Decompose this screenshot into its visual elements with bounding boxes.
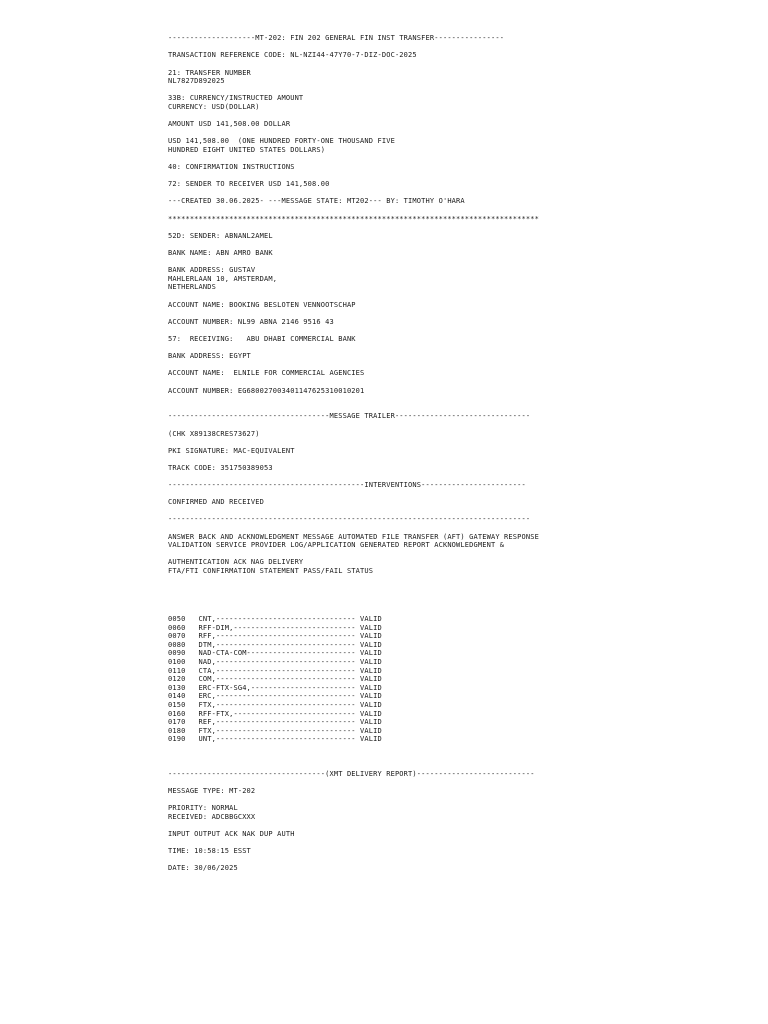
validation-row: 0100 NAD,-------------------------------- VALID	[168, 657, 382, 666]
blank-line	[168, 761, 748, 770]
blank-line	[168, 309, 748, 318]
report-line: MESSAGE TYPE: MT-202	[168, 786, 256, 795]
blank-line	[168, 326, 748, 335]
validation-row: 0070 RFF,-------------------------------- VALID	[168, 632, 382, 641]
message-body	[168, 34, 748, 575]
report-line: INPUT OUTPUT ACK NAK DUP AUTH	[168, 829, 295, 838]
message-line: 21: TRANSFER NUMBER	[168, 68, 251, 77]
validation-row: 0150 FTX,-------------------------------- VALID	[168, 700, 382, 709]
blank-line	[168, 223, 748, 232]
validation-row: 0090 NAD-CTA-COM------------------------- VALID	[168, 649, 382, 658]
blank-line	[168, 821, 748, 830]
message-line: ACCOUNT NUMBER: NL99 ABNA 2146 9516 43	[168, 317, 334, 326]
blank-line	[168, 155, 748, 164]
message-line: CURRENCY: USD(DOLLAR)	[168, 102, 260, 111]
message-line: 52D: SENDER: ABNANL2AMEL	[168, 231, 273, 240]
message-line: PKI SIGNATURE: MAC-EQUIVALENT	[168, 446, 295, 455]
validation-row: 0190 UNT,-------------------------------- VALID	[168, 735, 382, 744]
validation-row: 0180 FTX,-------------------------------- VALID	[168, 726, 382, 735]
message-line: FTA/FTI CONFIRMATION STATEMENT PASS/FAIL STATUS	[168, 567, 374, 575]
message-line: TRACK CODE: 351750389053	[168, 463, 273, 472]
blank-line	[168, 60, 748, 69]
blank-line	[168, 404, 748, 413]
validation-row: 0080 DTM,-------------------------------- VALID	[168, 640, 382, 649]
blank-line	[168, 86, 748, 95]
report-line: DATE: 30/06/2025	[168, 864, 238, 873]
blank-line	[168, 112, 748, 121]
validation-row: 0060 RFF-DIM,---------------------------- VALID	[168, 623, 382, 632]
report-line: TIME: 10:58:15 ESST	[168, 847, 251, 855]
blank-line	[168, 778, 748, 787]
validation-status-table	[168, 615, 748, 744]
message-line: NETHERLANDS	[168, 283, 217, 292]
message-line: BANK ADDRESS: GUSTAV	[168, 266, 256, 275]
message-line: 33B: CURRENCY/INSTRUCTED AMOUNT	[168, 94, 304, 103]
message-line: TRANSACTION REFERENCE CODE: NL-NZI44-47Y70-7-DIZ-DOC-2025	[168, 51, 417, 60]
blank-line	[168, 292, 748, 301]
validation-row: 0160 RFF-FTX,---------------------------- VALID	[168, 709, 382, 718]
message-line: CONFIRMED AND RECEIVED	[168, 498, 265, 507]
validation-row: 0110 CTA,-------------------------------- VALID	[168, 666, 382, 675]
report-line: ------------------------------------(XMT DELIVERY REPORT)---------------------------	[168, 769, 535, 778]
message-line: ACCOUNT NUMBER: EG680027003401147625310010201	[168, 386, 365, 395]
validation-row: 0120 COM,-------------------------------- VALID	[168, 675, 382, 684]
delivery-report	[168, 761, 748, 873]
message-line: BANK ADDRESS: EGYPT	[168, 352, 251, 361]
blank-line	[168, 206, 748, 215]
blank-line	[168, 795, 748, 804]
message-line: HUNDRED EIGHT UNITED STATES DOLLARS)	[168, 145, 326, 154]
blank-line	[168, 524, 748, 533]
swift-message-document	[168, 17, 748, 881]
message-line: AMOUNT USD 141,508.00 DOLLAR	[168, 120, 291, 129]
blank-line	[168, 378, 748, 387]
blank-line	[168, 490, 748, 499]
validation-row: 0130 ERC-FTX-SG4,------------------------ VALID	[168, 683, 382, 692]
blank-line	[168, 455, 748, 464]
blank-line	[168, 550, 748, 559]
report-line: PRIORITY: NORMAL	[168, 804, 238, 813]
message-line: USD 141,508.00 (ONE HUNDRED FORTY-ONE THOUSAND FIVE	[168, 137, 395, 146]
blank-line	[168, 507, 748, 516]
message-line: ANSWER BACK AND ACKNOWLEDGMENT MESSAGE AUTOMATED FILE TRANSFER (AFT) GATEWAY RESPONSE	[168, 532, 539, 541]
validation-row: 0140 ERC,-------------------------------- VALID	[168, 692, 382, 701]
message-line: BANK NAME: ABN AMRO BANK	[168, 249, 273, 258]
validation-row: 0050 CNT,-------------------------------- VALID	[168, 614, 382, 623]
spacer	[168, 593, 748, 598]
blank-line	[168, 361, 748, 370]
message-line: ACCOUNT NAME: BOOKING BESLOTEN VENNOOTSCHAP	[168, 300, 356, 309]
message-line: MAHLERLAAN 10, AMSTERDAM,	[168, 274, 278, 283]
blank-line	[168, 258, 748, 267]
message-line: 40: CONFIRMATION INSTRUCTIONS	[168, 163, 295, 172]
message-line: AUTHENTICATION ACK NAG DELIVERY	[168, 558, 304, 567]
blank-line	[168, 395, 748, 404]
report-line: RECEIVED: ADCBBGCXXX	[168, 812, 256, 821]
message-line: ---CREATED 30.06.2025- ---MESSAGE STATE: MT202--- BY: TIMOTHY O'HARA	[168, 197, 465, 206]
message-line: 72: SENDER TO RECEIVER USD 141,508.00	[168, 180, 330, 189]
blank-line	[168, 438, 748, 447]
message-line: VALIDATION SERVICE PROVIDER LOG/APPLICATION GENERATED REPORT ACKNOWLEDGMENT &	[168, 541, 505, 550]
message-line: *************************************************************************************	[168, 214, 539, 223]
message-line: ---------------------------------------------INTERVENTIONS------------------------	[168, 481, 526, 490]
blank-line	[168, 43, 748, 52]
blank-line	[168, 421, 748, 430]
blank-line	[168, 344, 748, 353]
blank-line	[168, 172, 748, 181]
message-line: ACCOUNT NAME: ELNILE FOR COMMERCIAL AGENCIES	[168, 369, 365, 378]
message-line: -----------------------------------------------------------------------------------	[168, 515, 531, 524]
blank-line	[168, 838, 748, 847]
blank-line	[168, 472, 748, 481]
message-line: -------------------------------------MESSAGE TRAILER-------------------------------	[168, 412, 531, 421]
blank-line	[168, 129, 748, 138]
blank-line	[168, 189, 748, 198]
message-line: NL7827D892025	[168, 77, 225, 86]
validation-row: 0170 REF,-------------------------------- VALID	[168, 718, 382, 727]
blank-line	[168, 240, 748, 249]
message-line: --------------------MT-202: FIN 202 GENERAL FIN INST TRANSFER----------------	[168, 34, 505, 43]
blank-line	[168, 856, 748, 865]
message-line: 57: RECEIVING: ABU DHABI COMMERCIAL BANK	[168, 334, 356, 343]
message-line: (CHK X89138CRES73627)	[168, 429, 260, 438]
